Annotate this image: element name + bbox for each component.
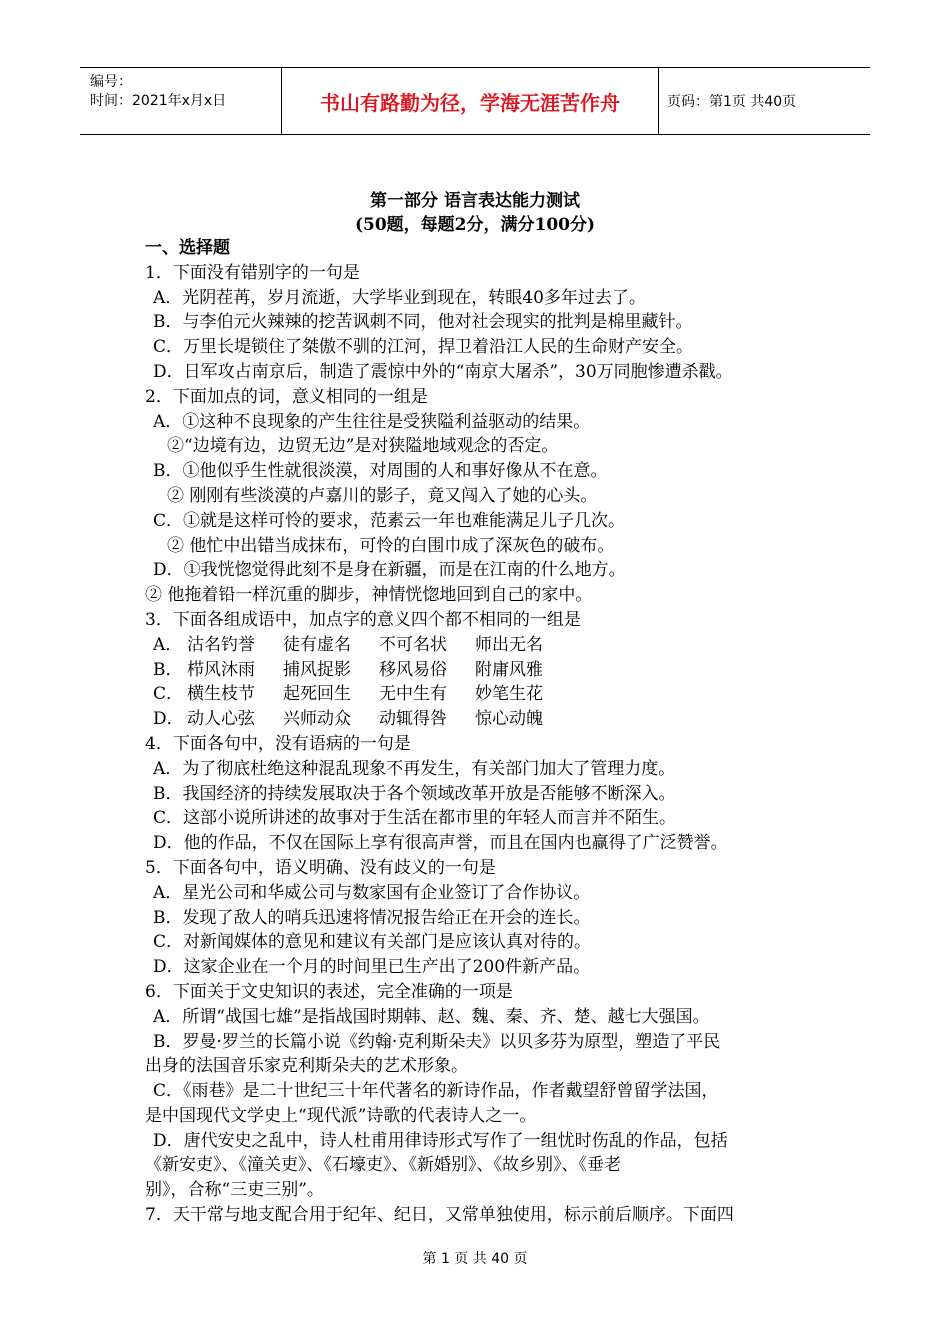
option-label: D．	[153, 709, 184, 730]
option-subline: ② 他拖着铅一样沉重的脚步，神情恍惚地回到自己的家中。	[145, 585, 593, 606]
page-footer: 第 1 页 共 40 页	[422, 1251, 528, 1267]
option-line: B．我国经济的持续发展取决于各个领域改革开放是否能够不断深入。	[153, 783, 676, 804]
option-continuation: 别》，合称“三吏三别”。	[145, 1180, 324, 1201]
option-line: B．①他似乎生性就很淡漠，对周围的人和事好像从不在意。	[153, 461, 608, 482]
idiom: 兴师动众	[283, 709, 351, 730]
option-line: C．万里长堤锁住了桀傲不驯的江河，捍卫着沿江人民的生命财产安全。	[153, 337, 694, 358]
idiom: 栉风沐雨	[187, 659, 255, 680]
idiom: 移风易俗	[379, 659, 447, 680]
option-line: D．他的作品，不仅在国际上享有很高声誉，而且在国内也赢得了广泛赞誉。	[153, 833, 728, 854]
option-continuation: 是中国现代文学史上“现代派”诗歌的代表诗人之一。	[145, 1105, 537, 1126]
idiom: 横生枝节	[187, 684, 255, 705]
section-subtitle: (50题，每题2分，满分100分)	[354, 215, 596, 235]
idiom: 附庸风雅	[475, 659, 543, 680]
idiom-option-row	[145, 633, 825, 658]
option-subline: ② 刚刚有些淡漠的卢嘉川的影子，竟又闯入了她的心头。	[167, 485, 598, 506]
idiom: 动辄得咎	[379, 709, 447, 730]
idiom: 徒有虚名	[283, 634, 351, 655]
option-line: D．①我恍惚觉得此刻不是身在新疆，而是在江南的什么地方。	[153, 560, 626, 581]
header-motto: 书山有路勤为径，学海无涯苦作舟	[282, 68, 659, 134]
question-3: 3．下面各组成语中，加点字的意义四个都不相同的一组是	[145, 609, 581, 630]
option-line: A．光阴茬苒，岁月流逝，大学毕业到现在，转眼40多年过去了。	[153, 287, 646, 308]
question-body	[145, 236, 825, 1228]
option-line: B．罗曼·罗兰的长篇小说《约翰·克利斯朵夫》以贝多芬为原型，塑造了平民	[153, 1031, 721, 1052]
option-subline: ② 他忙中出错当成抹布，可怜的白围巾成了深灰色的破布。	[167, 535, 615, 556]
question-7: 7．天干常与地支配合用于纪年、纪日，又常单独使用，标示前后顺序。下面四	[145, 1205, 734, 1226]
option-line: C．对新闻媒体的意见和建议有关部门是应该认真对待的。	[153, 932, 592, 953]
question-2: 2．下面加点的词，意义相同的一组是	[145, 386, 428, 407]
idiom-option-row	[145, 682, 825, 707]
question-5: 5．下面各句中，语义明确、没有歧义的一句是	[145, 857, 496, 878]
idiom: 妙笔生花	[475, 684, 543, 705]
idiom: 沽名钓誉	[187, 634, 255, 655]
section-heading: 一、选择题	[145, 238, 230, 258]
option-line: C．这部小说所讲述的故事对于生活在都市里的年轻人而言并不陌生。	[153, 808, 677, 829]
option-line: B．发现了敌人的哨兵迅速将情况报告给正在开会的连长。	[153, 907, 591, 928]
idiom: 捕风捉影	[283, 659, 351, 680]
option-line: B．与李伯元火辣辣的挖苦讽刺不同，他对社会现实的批判是棉里藏针。	[153, 312, 693, 333]
option-line: C．①就是这样可怜的要求，范素云一年也难能满足儿子几次。	[153, 510, 626, 531]
page-header	[80, 67, 870, 135]
question-1: 1．下面没有错别字的一句是	[145, 262, 360, 283]
option-continuation: 《新安吏》、《潼关吏》、《石壕吏》、《新婚别》、《故乡别》、《垂老	[145, 1155, 621, 1176]
option-continuation: 出身的法国音乐家克利斯朵夫的艺术形象。	[145, 1056, 468, 1077]
idiom: 师出无名	[475, 634, 543, 655]
option-line: A．为了彻底杜绝这种混乱现象不再发生，有关部门加大了管理力度。	[153, 758, 676, 779]
option-line: A．所谓“战国七雄”是指战国时期韩、赵、魏、秦、齐、楚、越七大强国。	[153, 1006, 710, 1027]
idiom-option-row	[145, 707, 825, 732]
option-line: D．这家企业在一个月的时间里已生产出了200件新产品。	[153, 957, 591, 978]
idiom: 动人心弦	[187, 709, 255, 730]
idiom: 惊心动魄	[475, 709, 543, 730]
option-line: A．星光公司和华威公司与数家国有企业签订了合作协议。	[153, 882, 591, 903]
option-label: B．	[153, 659, 183, 680]
header-page-info: 页码：第1页 共40页	[667, 94, 797, 110]
idiom-option-row	[145, 658, 825, 683]
option-line: A．①这种不良现象的产生往往是受狭隘利益驱动的结果。	[153, 411, 591, 432]
option-subline: ②“边境有边，边贸无边”是对狭隘地域观念的否定。	[167, 436, 559, 457]
document-time-label: 时间：2021年x月x日	[90, 93, 227, 109]
option-line: D．日军攻占南京后，制造了震惊中外的“南京大屠杀”，30万同胞惨遭杀戳。	[153, 361, 733, 382]
idiom: 起死回生	[283, 684, 351, 705]
option-label: C．	[153, 684, 184, 705]
question-6: 6．下面关于文史知识的表述，完全准确的一项是	[145, 981, 513, 1002]
header-meta	[80, 68, 282, 134]
idiom: 不可名状	[379, 634, 447, 655]
option-label: A．	[153, 634, 183, 655]
document-number-label: 编号：	[90, 74, 132, 90]
option-line: C．《雨巷》是二十世纪三十年代著名的新诗作品，作者戴望舒曾留学法国，	[153, 1081, 719, 1102]
section-title: 第一部分 语言表达能力测试	[370, 191, 580, 211]
idiom: 无中生有	[379, 684, 447, 705]
question-4: 4．下面各句中，没有语病的一句是	[145, 733, 411, 754]
option-line: D．唐代安史之乱中，诗人杜甫用律诗形式写作了一组忧时伤乱的作品，包括	[153, 1130, 728, 1151]
